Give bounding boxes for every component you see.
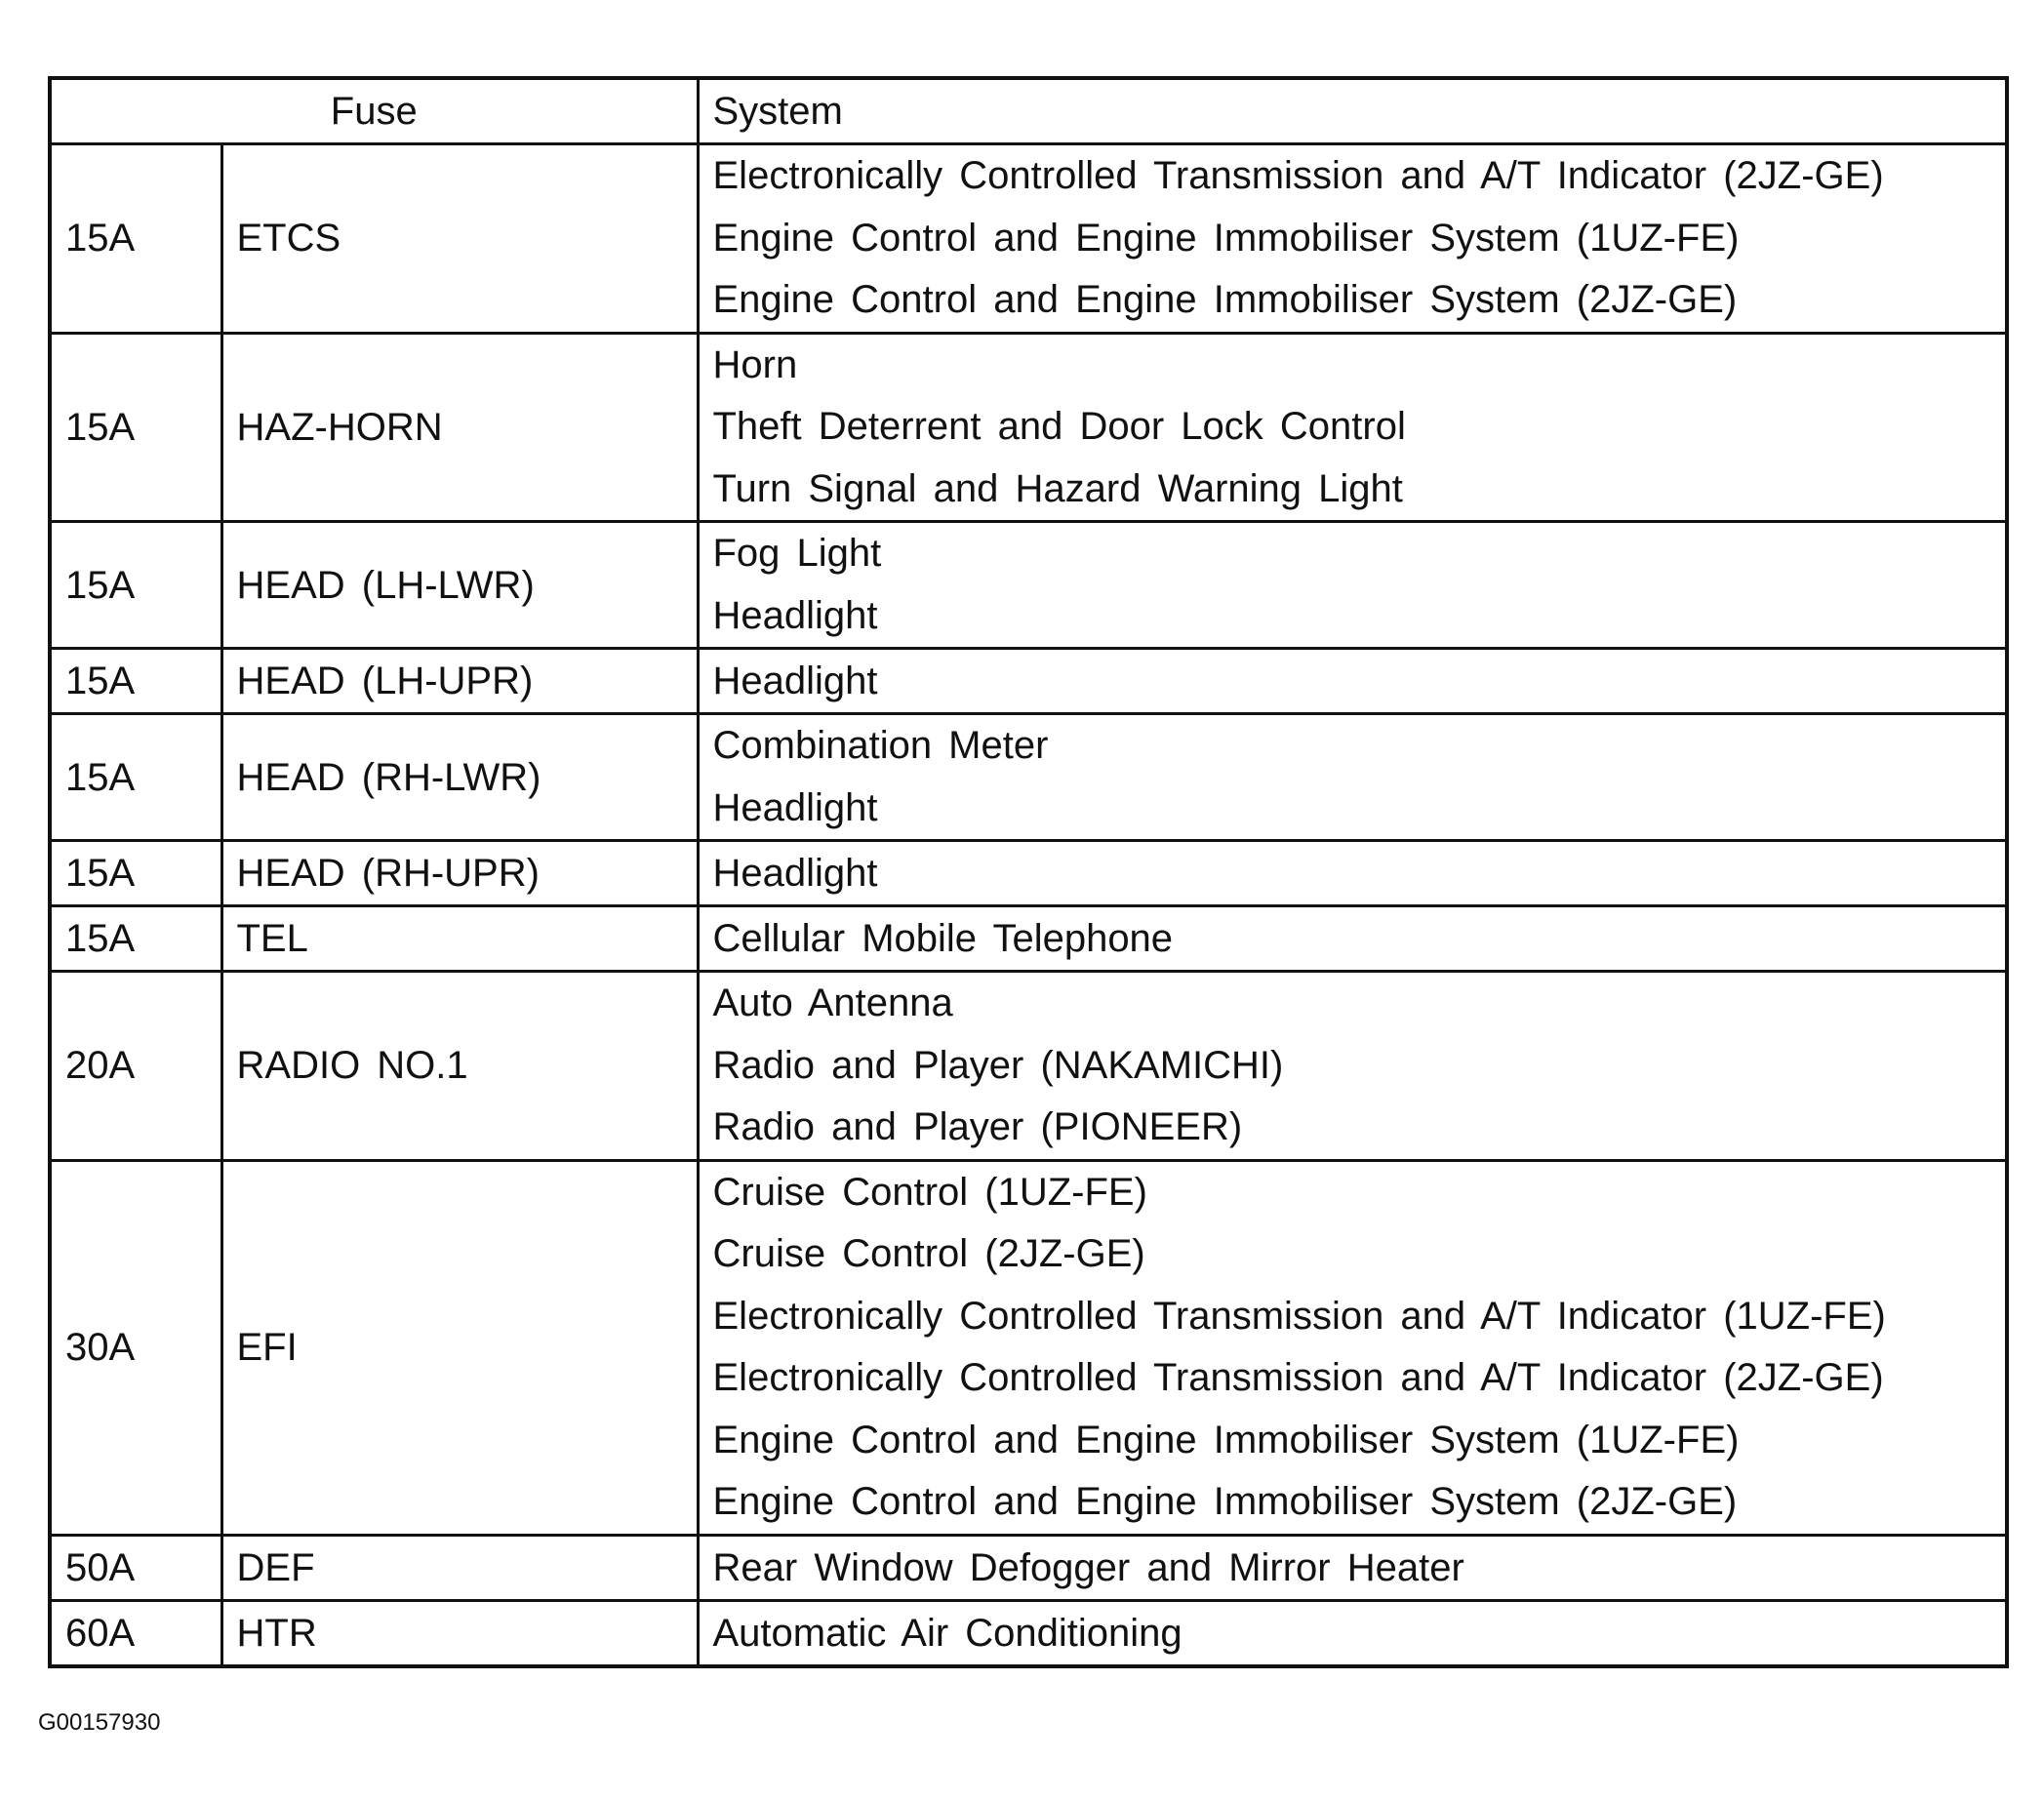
fuse-systems bbox=[698, 144, 2007, 334]
fuse-name: RADIO NO.1 bbox=[221, 972, 698, 1161]
system-item: Fog Light bbox=[712, 532, 882, 575]
table-row bbox=[50, 649, 2007, 714]
system-item: Combination Meter bbox=[712, 724, 1049, 767]
table-row bbox=[50, 841, 2007, 906]
table-row bbox=[50, 1535, 2007, 1600]
system-item: Radio and Player (PIONEER) bbox=[712, 1105, 1243, 1148]
header-row bbox=[50, 78, 2007, 144]
fuse-name: TEL bbox=[221, 906, 698, 972]
fuse-amperage: 30A bbox=[50, 1160, 221, 1535]
fuse-amperage: 50A bbox=[50, 1535, 221, 1600]
fuse-amperage: 15A bbox=[50, 144, 221, 334]
system-item: Electronically Controlled Transmission and A/T Indicator (1UZ-FE) bbox=[712, 1294, 1886, 1338]
system-item: Auto Antenna bbox=[712, 981, 953, 1024]
system-item: Headlight bbox=[712, 852, 878, 895]
fuse-amperage: 60A bbox=[50, 1600, 221, 1666]
table-row bbox=[50, 1600, 2007, 1666]
header-fuse: Fuse bbox=[50, 78, 698, 144]
fuse-name: HEAD (RH-UPR) bbox=[221, 841, 698, 906]
fuse-name: HAZ-HORN bbox=[221, 333, 698, 522]
system-item: Radio and Player (NAKAMICHI) bbox=[712, 1043, 1284, 1087]
system-item: Automatic Air Conditioning bbox=[712, 1611, 1182, 1655]
table-row bbox=[50, 522, 2007, 649]
fuse-table-body bbox=[50, 144, 2007, 1666]
system-item: Cruise Control (2JZ-GE) bbox=[712, 1232, 1145, 1275]
system-item: Cruise Control (1UZ-FE) bbox=[712, 1170, 1147, 1214]
fuse-table bbox=[48, 76, 2009, 1668]
table-row bbox=[50, 972, 2007, 1161]
fuse-name: DEF bbox=[221, 1535, 698, 1600]
fuse-systems bbox=[698, 333, 2007, 522]
table-row bbox=[50, 144, 2007, 334]
fuse-systems bbox=[698, 714, 2007, 841]
fuse-systems bbox=[698, 1160, 2007, 1535]
fuse-amperage: 15A bbox=[50, 522, 221, 649]
header-system: System bbox=[698, 78, 2007, 144]
fuse-name: HEAD (RH-LWR) bbox=[221, 714, 698, 841]
fuse-amperage: 20A bbox=[50, 972, 221, 1161]
system-item: Turn Signal and Hazard Warning Light bbox=[712, 466, 1403, 510]
system-item: Headlight bbox=[712, 660, 878, 702]
system-item: Headlight bbox=[712, 593, 878, 637]
system-item: Headlight bbox=[712, 785, 878, 829]
fuse-amperage: 15A bbox=[50, 333, 221, 522]
system-item: Cellular Mobile Telephone bbox=[712, 917, 1174, 960]
fuse-name: EFI bbox=[221, 1160, 698, 1535]
system-item: Rear Window Defogger and Mirror Heater bbox=[712, 1545, 1464, 1589]
fuse-systems bbox=[698, 1535, 2007, 1600]
system-item: Engine Control and Engine Immobiliser System (2JZ-GE) bbox=[712, 1480, 1738, 1523]
system-item: Engine Control and Engine Immobiliser System (1UZ-FE) bbox=[712, 1418, 1740, 1461]
fuse-amperage: 15A bbox=[50, 906, 221, 972]
fuse-systems bbox=[698, 841, 2007, 906]
table-row bbox=[50, 333, 2007, 522]
system-item: Engine Control and Engine Immobiliser System (1UZ-FE) bbox=[712, 216, 1740, 260]
table-row bbox=[50, 1160, 2007, 1535]
fuse-name: ETCS bbox=[221, 144, 698, 334]
fuse-systems bbox=[698, 1600, 2007, 1666]
figure-code: G00157930 bbox=[38, 1709, 161, 1736]
system-item: Engine Control and Engine Immobiliser System (2JZ-GE) bbox=[712, 278, 1738, 321]
fuse-systems bbox=[698, 649, 2007, 714]
fuse-amperage: 15A bbox=[50, 714, 221, 841]
fuse-name: HEAD (LH-UPR) bbox=[221, 649, 698, 714]
system-item: Electronically Controlled Transmission and A/T Indicator (2JZ-GE) bbox=[712, 154, 1884, 197]
table-row bbox=[50, 906, 2007, 972]
fuse-amperage: 15A bbox=[50, 649, 221, 714]
system-item: Electronically Controlled Transmission and A/T Indicator (2JZ-GE) bbox=[712, 1356, 1884, 1399]
fuse-systems bbox=[698, 522, 2007, 649]
fuse-name: HEAD (LH-LWR) bbox=[221, 522, 698, 649]
system-item: Theft Deterrent and Door Lock Control bbox=[712, 405, 1406, 448]
table-row bbox=[50, 714, 2007, 841]
fuse-name: HTR bbox=[221, 1600, 698, 1666]
fuse-systems bbox=[698, 972, 2007, 1161]
fuse-amperage: 15A bbox=[50, 841, 221, 906]
fuse-systems bbox=[698, 906, 2007, 972]
system-item: Horn bbox=[712, 342, 798, 386]
